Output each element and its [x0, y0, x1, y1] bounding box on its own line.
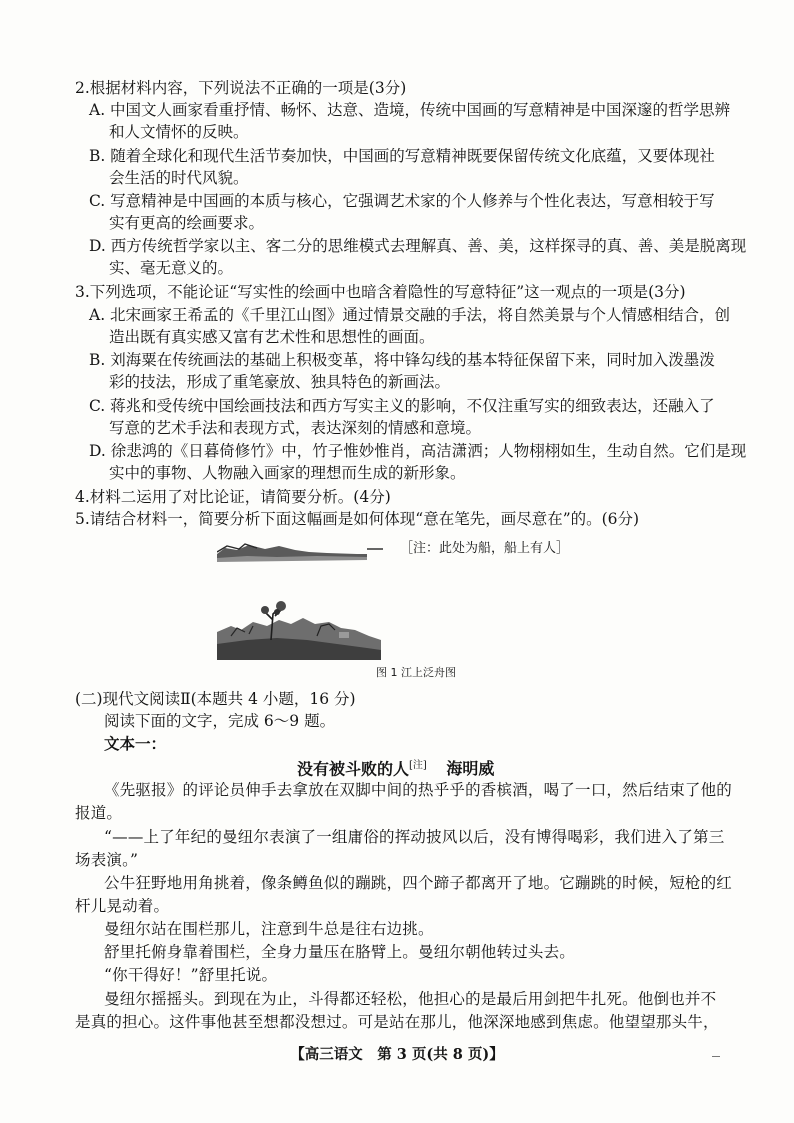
question-2-stem: 2.根据材料内容，下列说法不正确的一项是(3分) — [75, 79, 407, 97]
story-paragraph-5: 舒里托俯身靠着围栏，全身力量压在胳臂上。曼纽尔朝他转过头去。 — [104, 943, 576, 961]
q3-option-a-line1: A. 北宋画家王希孟的《千里江山图》通过情景交融的手法，将自然美景与个人情感相结合，创 — [89, 306, 731, 324]
q2-option-a-line2: 和人文情怀的反映。 — [109, 123, 249, 141]
q3-option-d-line2: 实中的事物、人物融入画家的理想而生成的新形象。 — [109, 464, 466, 482]
q3-option-b-line1: B. 刘海粟在传统画法的基础上积极变革，将中锋勾线的基本特征保留下来，同时加入泼墨泼 — [89, 351, 715, 369]
story-paragraph-3-line2: 杆儿晃动着。 — [75, 897, 170, 915]
story-paragraph-7-line1: 曼纽尔摇摇头。到现在为止，斗得都还轻松，他担心的是最后用剑把牛扎死。他倒也并不 — [104, 990, 717, 1008]
story-title-note-mark: [注] — [409, 760, 427, 771]
story-author: 海明威 — [446, 759, 495, 779]
story-paragraph-2-line2: 场表演。” — [75, 851, 139, 869]
q3-option-a-line2: 造出既有真实感又富有艺术性和思想性的画面。 — [109, 328, 435, 346]
q3-option-c-line1: C. 蒋兆和受传统中国绘画技法和西方写实主义的影响，不仅注重写实的细致表达，还融入了 — [89, 397, 715, 415]
story-paragraph-4: 曼纽尔站在围栏那儿，注意到牛总是往右边挑。 — [104, 920, 434, 938]
q3-option-b-line2: 彩的技法，形成了重笔豪放、独具特色的新画法。 — [109, 373, 451, 391]
story-paragraph-6: “你干得好！”舒里托说。 — [104, 966, 278, 984]
story-title — [297, 756, 494, 779]
q3-option-c-line2: 写意的艺术手法和表现方式，表达深刻的情感和意境。 — [109, 419, 482, 437]
text-one-label: 文本一： — [104, 734, 167, 753]
q2-option-d-line1: D. 西方传统哲学家以主、客二分的思维模式去理解真、善、美，这样探寻的真、善、美是脱离现 — [89, 237, 747, 255]
question-4-stem: 4.材料二运用了对比论证，请简要分析。(4分) — [75, 488, 391, 506]
q2-option-b-line1: B. 随着全球化和现代生活节奏加快，中国画的写意精神既要保留传统文化底蕴，又要体现社 — [89, 147, 715, 165]
story-paragraph-1-line2: 报道。 — [75, 804, 123, 822]
question-3-stem: 3.下列选项，不能论证“写实性的绘画中也暗含着隐性的写意特征”这一观点的一项是(3分) — [75, 283, 686, 301]
q2-option-c-line1: C. 写意精神是中国画的本质与核心，它强调艺术家的个人修养与个性化表达，写意相较于写 — [89, 192, 715, 210]
q3-option-d-line1: D. 徐悲鸿的《日暮倚修竹》中，竹子惟妙惟肖，高洁潇洒；人物栩栩如生，生动自然。它们是现 — [89, 442, 747, 460]
q2-option-a-line1: A. 中国文人画家看重抒情、畅怀、达意、造境，传统中国画的写意精神是中国深邃的哲学思辨 — [89, 101, 731, 119]
question-5-stem: 5.请结合材料一，简要分析下面这幅画是如何体现“意在笔先，画尽意在”的。(6分) — [75, 510, 640, 528]
figure-note: ［注：此处为船，船上有人］ — [400, 541, 570, 556]
section-2-heading: (二)现代文阅读Ⅱ(本题共 4 小题，16 分) — [75, 690, 356, 708]
story-paragraph-3-line1: 公牛狂野地用角挑着，像条鳟鱼似的蹦跳，四个蹄子都离开了地。它蹦跳的时候，短枪的红 — [104, 874, 733, 892]
q2-option-d-line2: 实、毫无意义的。 — [109, 259, 234, 277]
boat-on-river-painting — [217, 540, 387, 665]
figure-caption: 图 1 江上泛舟图 — [376, 666, 456, 679]
page-footer: 【高三语文 第 3 页(共 8 页)】 — [290, 1046, 504, 1063]
story-paragraph-2-line1: “——上了年纪的曼纽尔表演了一组庸俗的挥动披风以后，没有博得喝彩，我们进入了第三 — [104, 828, 725, 846]
story-title-text: 没有被斗败的人 — [297, 759, 410, 779]
q2-option-c-line2: 实有更高的绘画要求。 — [109, 214, 265, 232]
section-2-instruction: 阅读下面的文字，完成 6～9 题。 — [104, 712, 336, 730]
scan-mark — [712, 1056, 720, 1057]
story-paragraph-7-line2: 是真的担心。这件事他甚至想都没想过。可是站在那儿，他深深地感到焦虑。他望望那头牛， — [75, 1013, 719, 1031]
story-paragraph-1-line1: 《先驱报》的评论员伸手去拿放在双脚中间的热乎乎的香槟酒，喝了一口，然后结束了他的 — [104, 781, 733, 799]
q2-option-b-line2: 会生活的时代风貌。 — [109, 169, 249, 187]
